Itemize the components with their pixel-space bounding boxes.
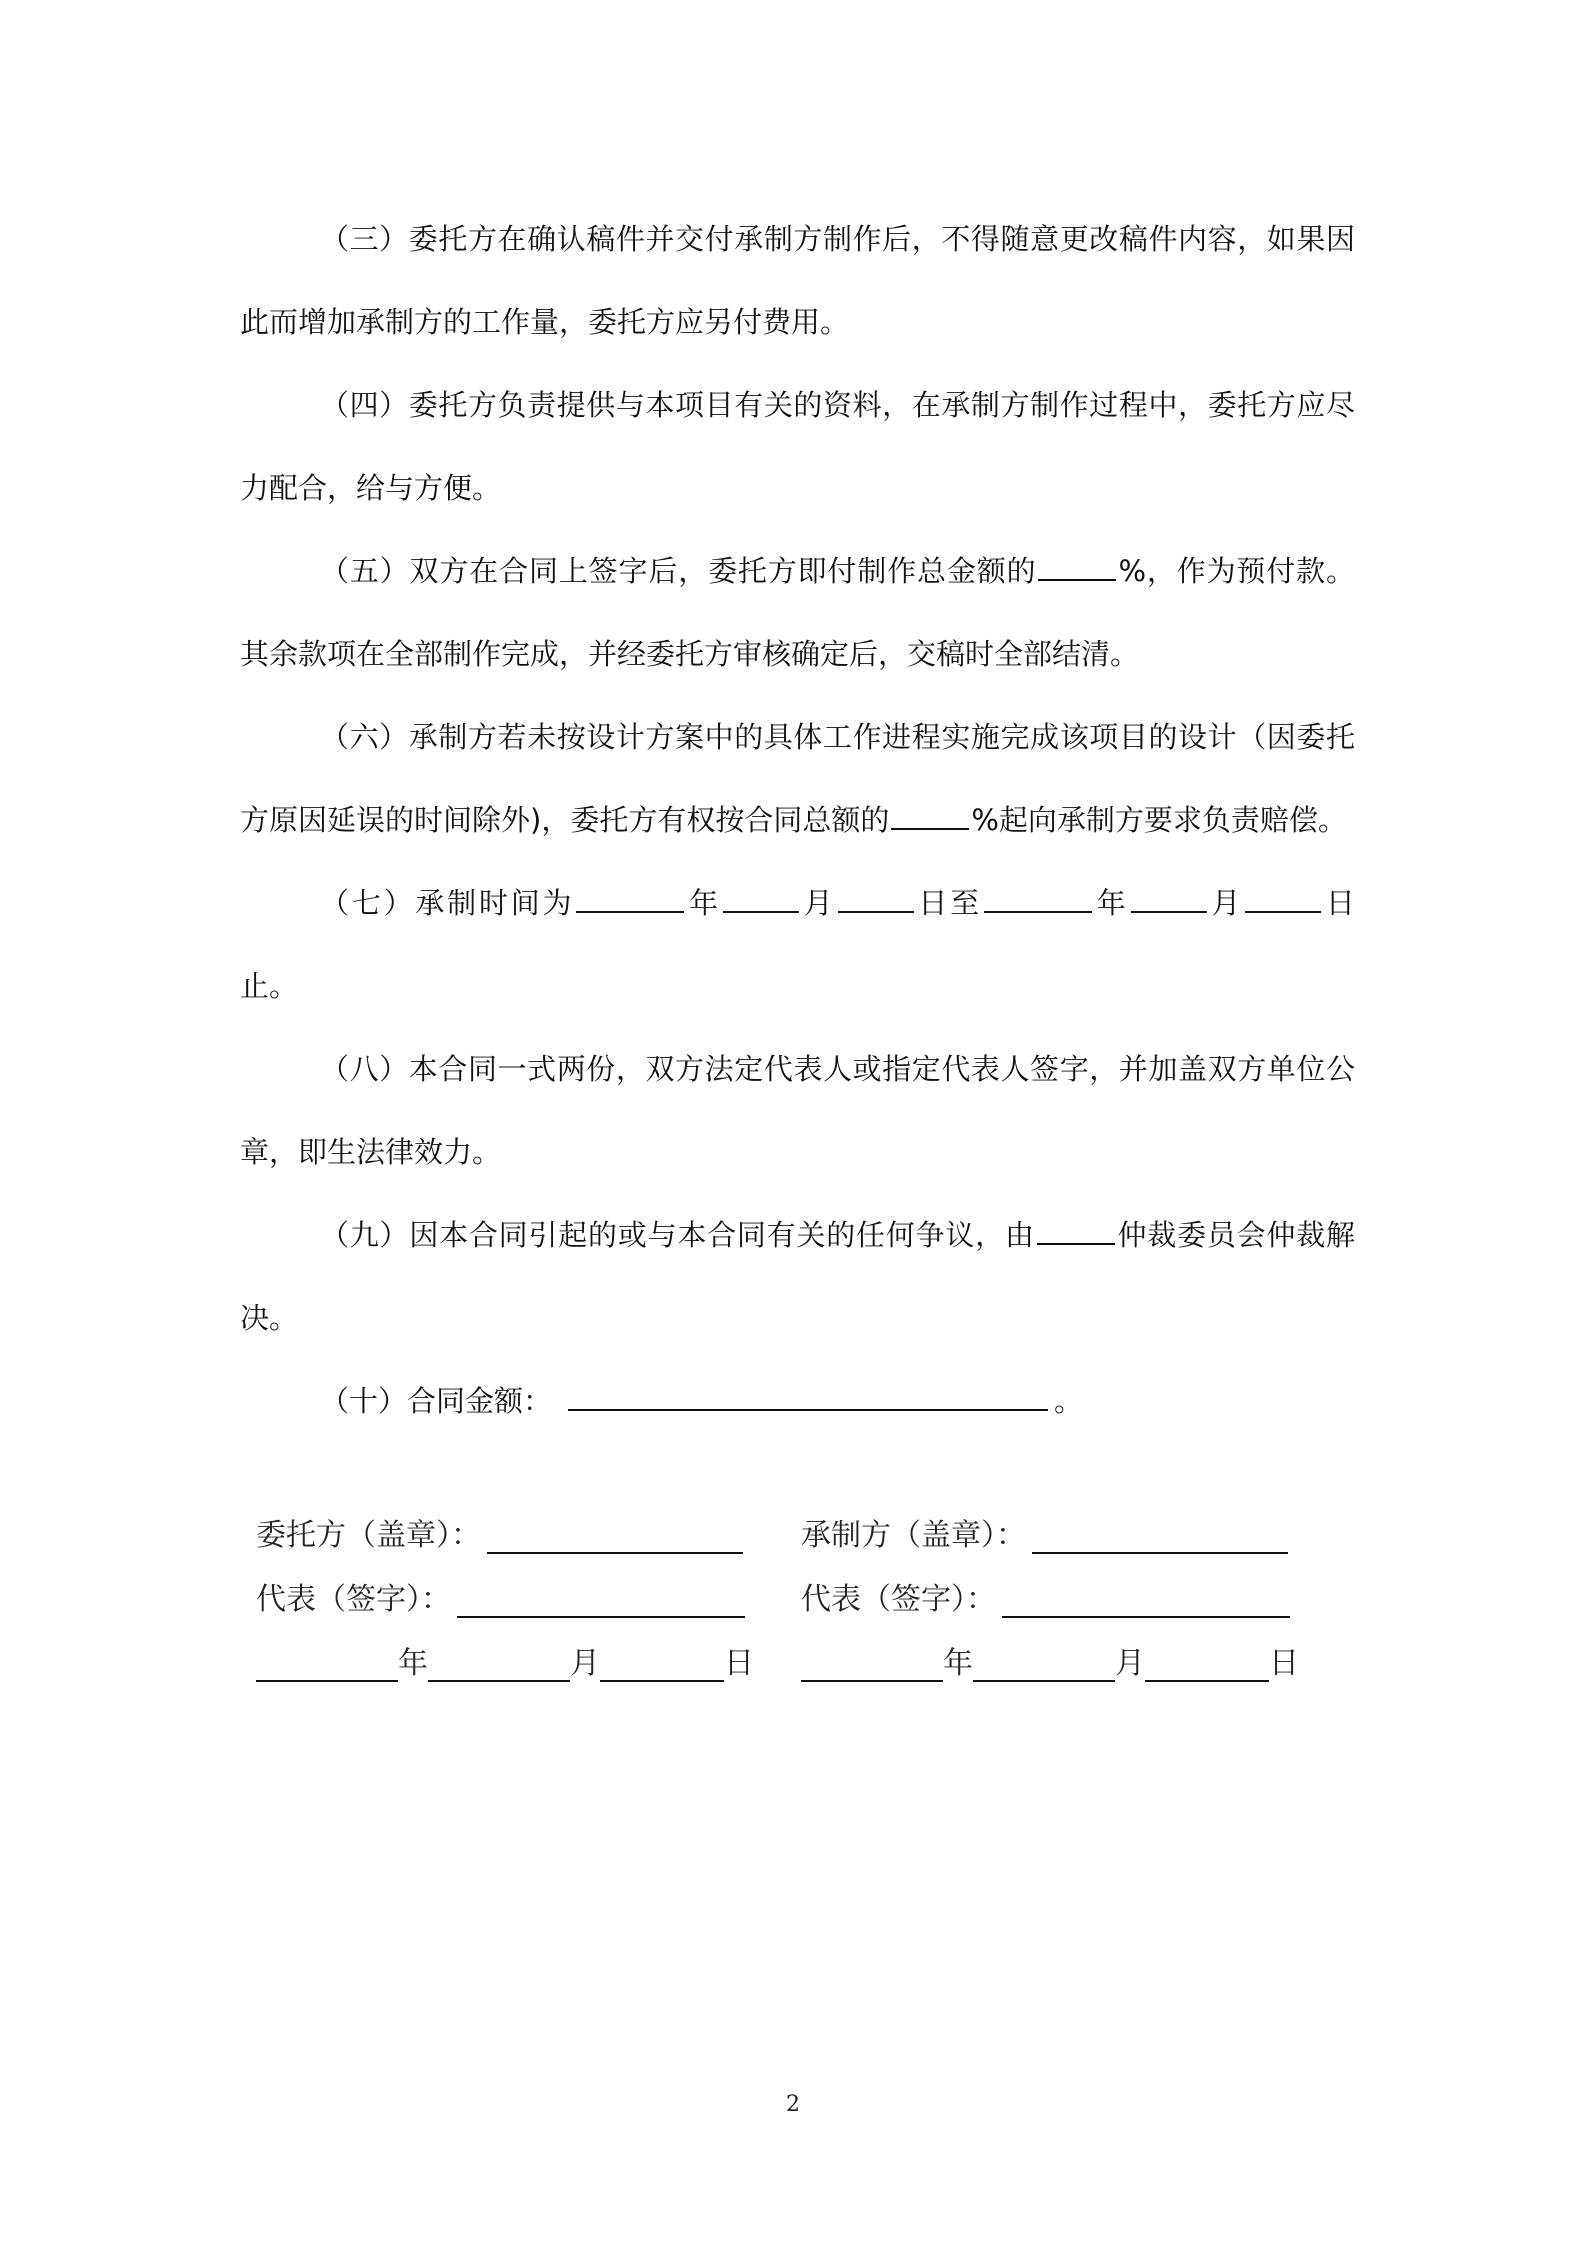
clause-4 <box>240 364 1355 530</box>
start-year-blank[interactable] <box>576 881 684 913</box>
clause-9-text-b: 仲裁委员会仲裁解决。 <box>240 1218 1355 1335</box>
contractor-seal-label: 承制方（盖章）： <box>801 1518 1026 1553</box>
contractor-month-blank[interactable] <box>973 1652 1115 1682</box>
clause-8 <box>240 1028 1355 1194</box>
end-year-blank[interactable] <box>984 881 1092 913</box>
advance-percent-blank[interactable] <box>1038 549 1116 581</box>
clause-5-text-a: （五）双方在合同上签字后，委托方即付制作总金额的 <box>320 554 1037 588</box>
clause-7 <box>240 862 1355 1028</box>
client-day-blank[interactable] <box>600 1652 724 1682</box>
client-seal-blank[interactable] <box>487 1524 743 1554</box>
signature-block <box>256 1490 1346 1682</box>
clause-5 <box>240 530 1355 696</box>
contractor-day-label: 日 <box>1269 1646 1299 1681</box>
contractor-rep-blank[interactable] <box>1002 1588 1290 1618</box>
end-month-blank[interactable] <box>1131 881 1207 913</box>
client-year-label: 年 <box>398 1646 428 1681</box>
representative-row <box>256 1554 1346 1618</box>
contractor-year-label: 年 <box>943 1646 973 1681</box>
clause-7-month2: 月 <box>1208 886 1244 920</box>
client-month-blank[interactable] <box>428 1652 570 1682</box>
clause-10-text-a: （十）合同金额： <box>320 1384 553 1418</box>
contract-amount-blank[interactable] <box>568 1379 1048 1411</box>
clause-10-text-b: 。 <box>1054 1384 1084 1418</box>
client-rep-blank[interactable] <box>457 1588 745 1618</box>
client-year-blank[interactable] <box>256 1652 398 1682</box>
clause-8-text: （八）本合同一式两份，双方法定代表人或指定代表人签字，并加盖双方单位公章，即生法律效力。 <box>240 1052 1355 1169</box>
client-date-field <box>256 1638 801 1682</box>
client-seal-field <box>256 1510 801 1554</box>
client-seal-label: 委托方（盖章）： <box>256 1518 481 1553</box>
client-day-label: 日 <box>724 1646 754 1681</box>
client-rep-field <box>256 1574 801 1618</box>
clause-6-text-a: （六）承制方若未按设计方案中的具体工作进程实施完成该项目的设计（因委托方原因延误的时间除外)，委托方有权按合同总额的 <box>240 720 1355 837</box>
clause-6 <box>240 696 1355 862</box>
client-month-label: 月 <box>570 1646 600 1681</box>
contract-clauses <box>240 198 1355 1443</box>
clause-7-month1: 月 <box>800 886 836 920</box>
client-rep-label: 代表（签字）： <box>256 1582 451 1617</box>
seal-row <box>256 1490 1346 1554</box>
start-day-blank[interactable] <box>838 881 914 913</box>
start-month-blank[interactable] <box>723 881 799 913</box>
penalty-percent-blank[interactable] <box>891 798 969 830</box>
contractor-day-blank[interactable] <box>1145 1652 1269 1682</box>
arbitration-committee-blank[interactable] <box>1037 1213 1115 1245</box>
clause-7-end: 日止。 <box>240 886 1355 1003</box>
page-number: 2 <box>786 2092 800 2117</box>
contractor-year-blank[interactable] <box>801 1652 943 1682</box>
clause-3 <box>240 198 1355 364</box>
clause-7-year2: 年 <box>1093 886 1129 920</box>
clause-3-text: （三）委托方在确认稿件并交付承制方制作后，不得随意更改稿件内容，如果因此而增加承制方的工作量，委托方应另付费用。 <box>240 222 1355 339</box>
contractor-rep-field <box>801 1574 1346 1618</box>
contractor-date-field <box>801 1638 1346 1682</box>
date-row <box>256 1618 1346 1682</box>
clause-9 <box>240 1194 1355 1360</box>
contractor-seal-field <box>801 1510 1346 1554</box>
clause-10 <box>240 1360 1355 1443</box>
clause-7-day-to: 日至 <box>915 886 982 920</box>
clause-7-year1: 年 <box>686 886 721 920</box>
contractor-seal-blank[interactable] <box>1032 1524 1288 1554</box>
clause-5-text-b: %，作为预付款。其余款项在全部制作完成，并经委托方审核确定后，交稿时全部结清。 <box>240 554 1355 671</box>
clause-4-text: （四）委托方负责提供与本项目有关的资料，在承制方制作过程中，委托方应尽力配合，给与方便。 <box>240 388 1355 505</box>
contractor-rep-label: 代表（签字）： <box>801 1582 996 1617</box>
contractor-month-label: 月 <box>1115 1646 1145 1681</box>
clause-6-text-b: %起向承制方要求负责赔偿。 <box>971 803 1347 837</box>
clause-7-text-a: （七）承制时间为 <box>320 886 575 920</box>
clause-9-text-a: （九）因本合同引起的或与本合同有关的任何争议，由 <box>320 1218 1035 1252</box>
end-day-blank[interactable] <box>1245 881 1321 913</box>
